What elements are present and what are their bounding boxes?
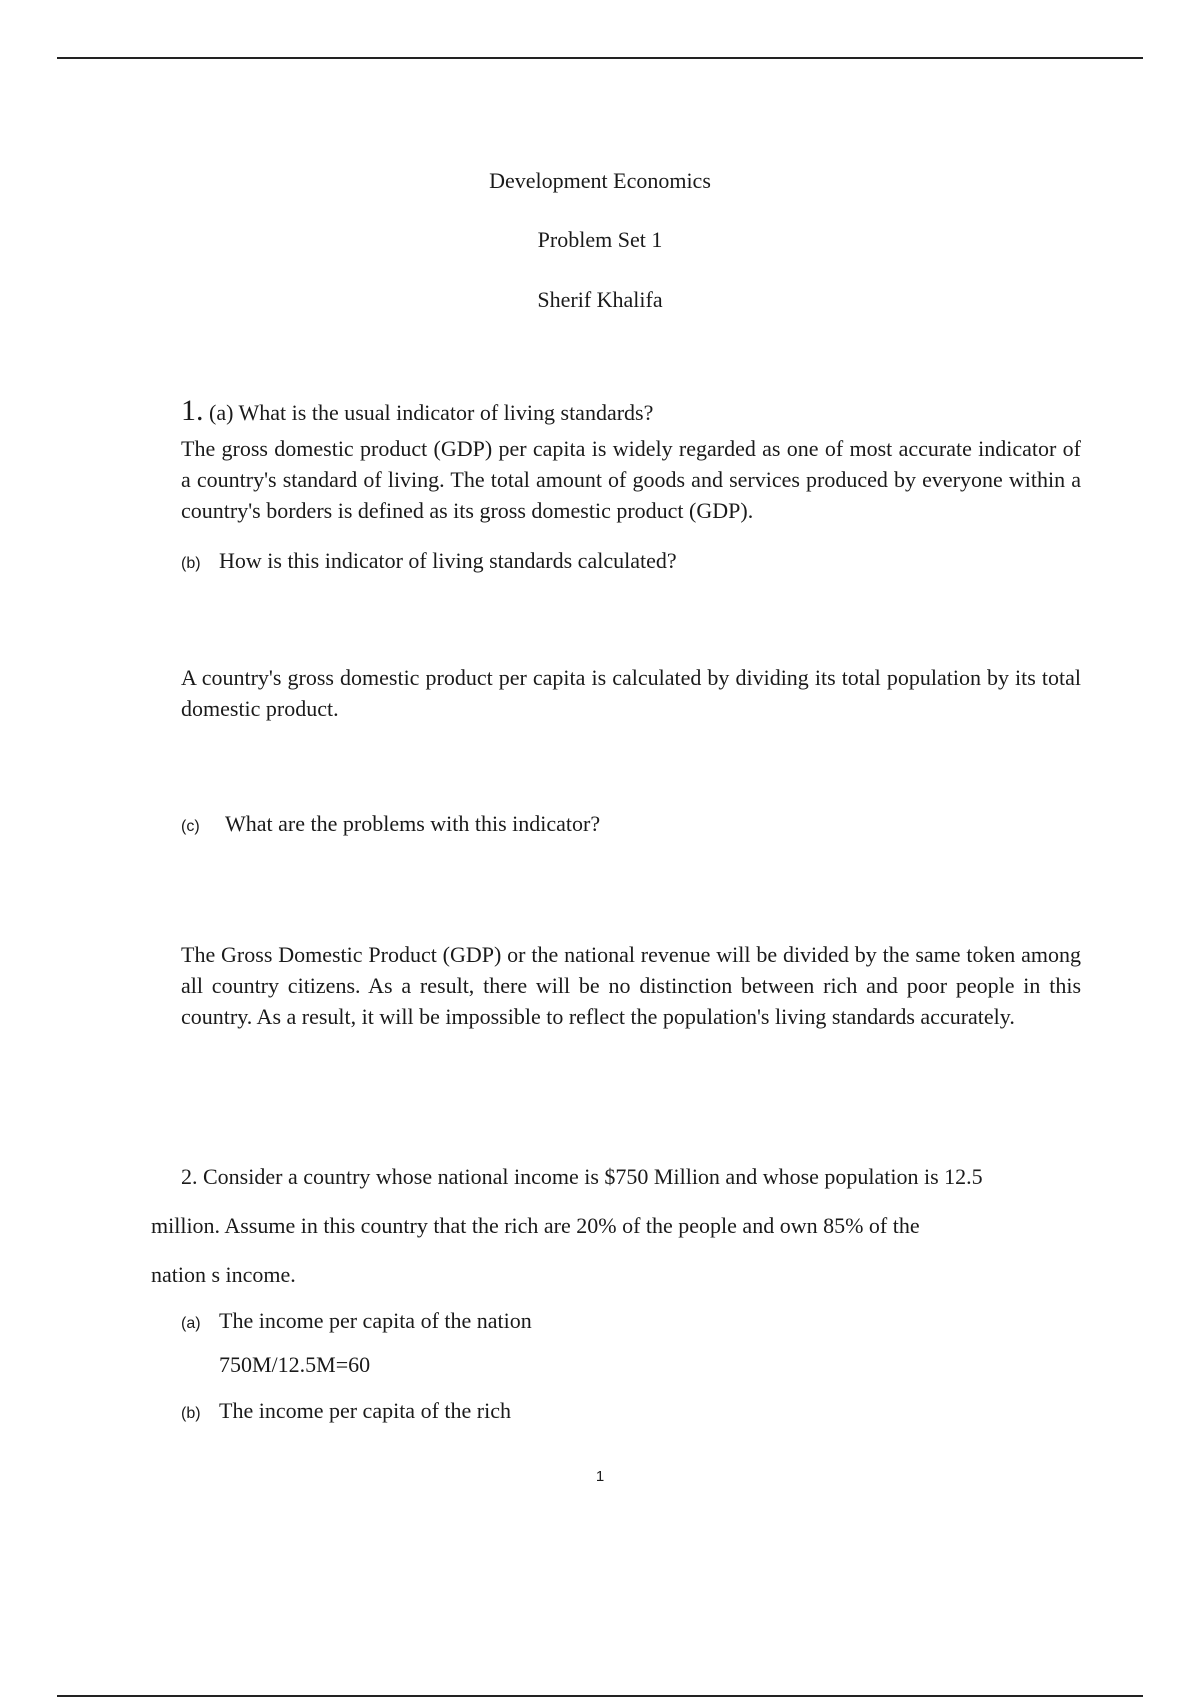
- q2b-question-text: The income per capita of the rich: [219, 1398, 511, 1423]
- q1c-question-text: What are the problems with this indicator?: [225, 811, 601, 836]
- q1b-answer: A country's gross domestic product per capita is calculated by dividing its total population by its total domestic product.: [181, 665, 1081, 721]
- q1b-question: [181, 545, 1081, 579]
- q1c-question: [181, 808, 1081, 842]
- page-number: 1: [595, 1468, 605, 1485]
- q2a-answer: 750M/12.5M=60: [219, 1352, 371, 1377]
- q2-line2: million. Assume in this country that the rich are 20% of the people and own 85% of the: [151, 1213, 920, 1238]
- q2-line3: nation s income.: [151, 1262, 296, 1287]
- q2b-label: (b): [181, 1405, 201, 1422]
- q1c-label: (c): [181, 818, 200, 835]
- q2a-question: [181, 1305, 1081, 1339]
- author-name: Sherif Khalifa: [537, 287, 663, 312]
- q1-number: 1.: [181, 394, 204, 427]
- q1b-question-text: How is this indicator of living standards calculated?: [219, 548, 677, 573]
- q1b-label: (b): [181, 555, 201, 572]
- q2a-label: (a): [181, 1315, 201, 1332]
- q2b-question: [181, 1395, 1081, 1429]
- q1a-question: [181, 395, 1081, 428]
- q2a-question-text: The income per capita of the nation: [219, 1308, 532, 1333]
- q1a-answer: The gross domestic product (GDP) per capita is widely regarded as one of most accurate indicator of a country's standard of living. The total amount of goods and services produced by everyone within a country's borders is defined as its gross domestic product (GDP).: [181, 436, 1081, 523]
- q2-line1: 2. Consider a country whose national income is $750 Million and whose population is 12.5: [181, 1164, 983, 1189]
- problem-set-title: Problem Set 1: [537, 227, 663, 252]
- bottom-rule: [57, 1695, 1143, 1697]
- q1c-answer: The Gross Domestic Product (GDP) or the national revenue will be divided by the same token among all country citizens. As a result, there will be no distinction between rich and poor people in this country. As a result, it will be impossible to reflect the population's living standards accurately.: [181, 942, 1081, 1029]
- course-title: Development Economics: [489, 168, 711, 193]
- q1a-question-text: (a) What is the usual indicator of living standards?: [209, 400, 654, 425]
